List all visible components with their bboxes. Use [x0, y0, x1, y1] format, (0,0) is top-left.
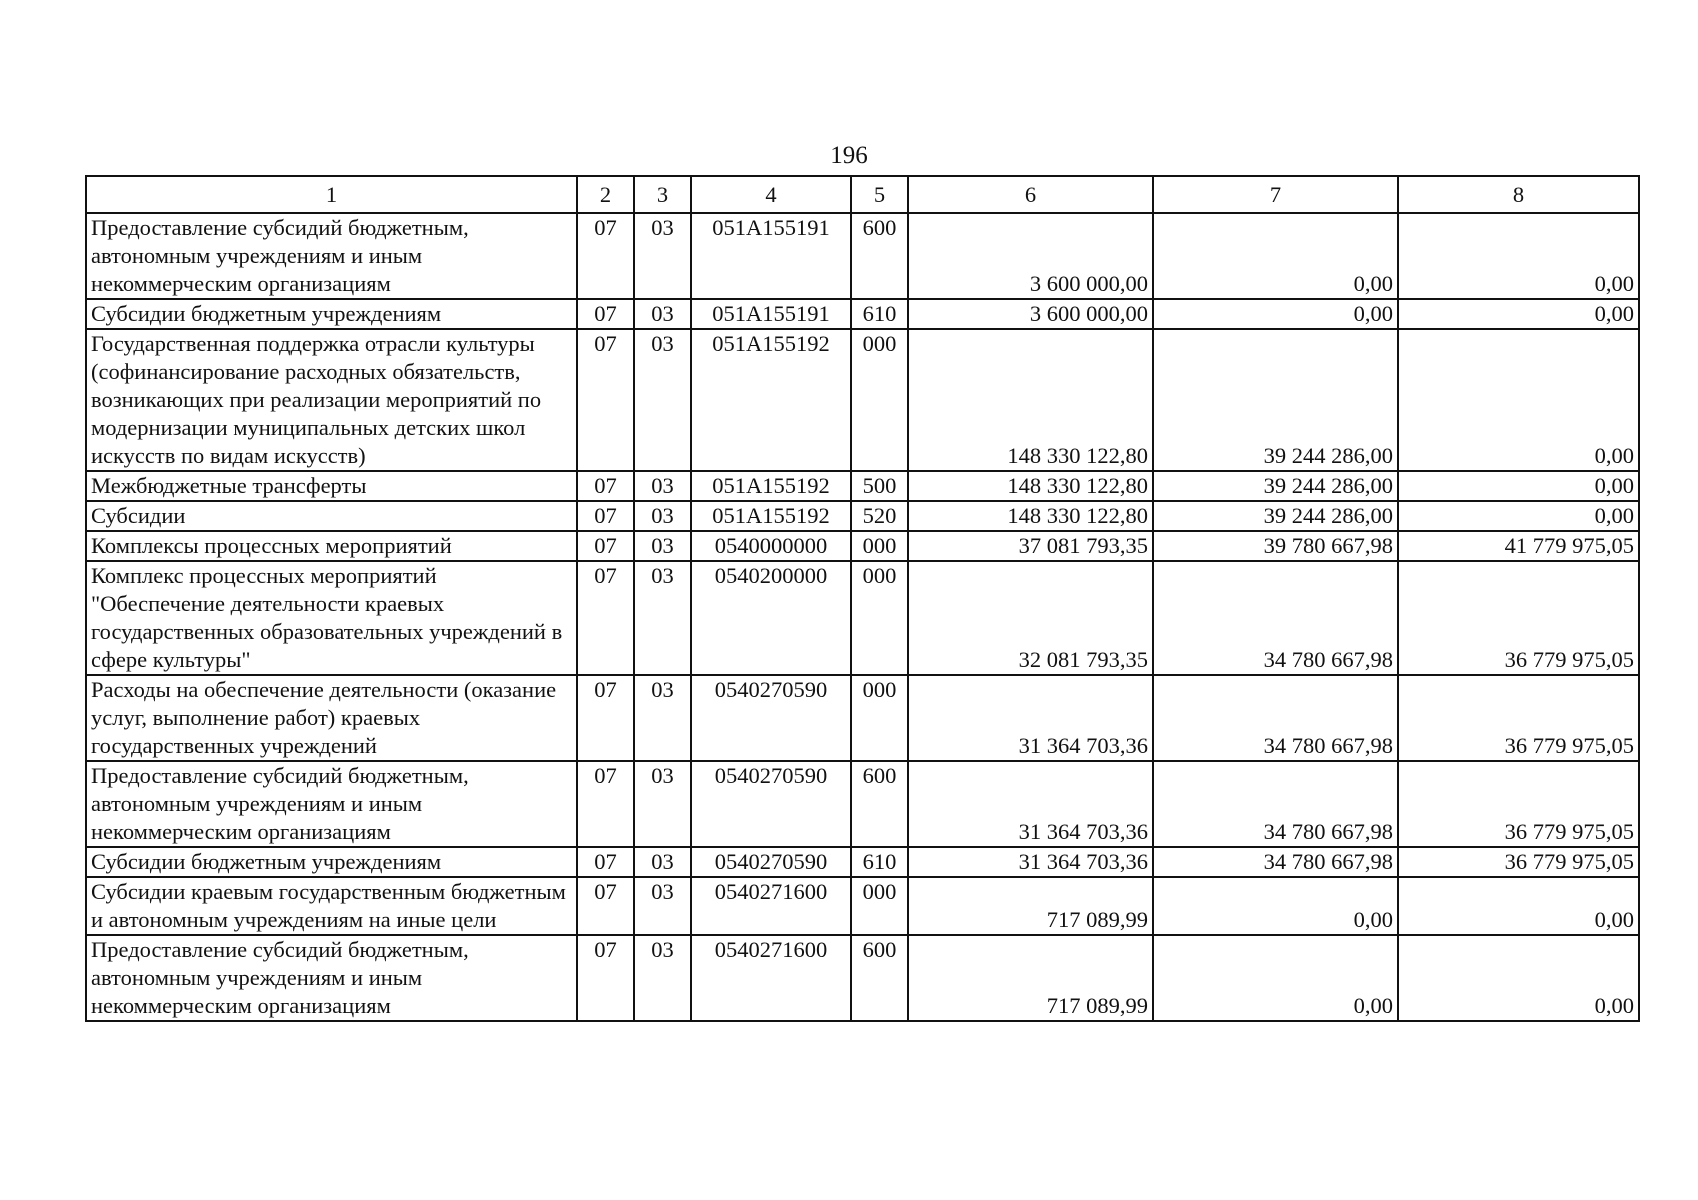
amount-col8: 41 779 975,05 [1398, 531, 1639, 561]
section-code: 07 [577, 501, 634, 531]
section-code: 07 [577, 213, 634, 299]
amount-col8: 0,00 [1398, 213, 1639, 299]
amount-col7: 0,00 [1153, 935, 1398, 1021]
row-name: Комплекс процессных мероприятий "Обеспечение деятельности краевых государственных образовательных учреждений в сфере культуры" [86, 561, 577, 675]
amount-col6: 31 364 703,36 [908, 761, 1153, 847]
amount-col7: 34 780 667,98 [1153, 561, 1398, 675]
section-code: 07 [577, 531, 634, 561]
subsection-code: 03 [634, 675, 691, 761]
column-number-row [86, 176, 1639, 213]
column-header: 2 [577, 176, 634, 213]
column-header: 5 [851, 176, 908, 213]
table-row [86, 847, 1639, 877]
row-name: Субсидии бюджетным учреждениям [86, 847, 577, 877]
subsection-code: 03 [634, 299, 691, 329]
amount-col7: 39 244 286,00 [1153, 329, 1398, 471]
row-name: Комплексы процессных мероприятий [86, 531, 577, 561]
subsection-code: 03 [634, 935, 691, 1021]
subsection-code: 03 [634, 531, 691, 561]
subsection-code: 03 [634, 877, 691, 935]
column-header: 1 [86, 176, 577, 213]
section-code: 07 [577, 561, 634, 675]
amount-col6: 148 330 122,80 [908, 471, 1153, 501]
row-name: Предоставление субсидий бюджетным, автономным учреждениям и иным некоммерческим организациям [86, 213, 577, 299]
expense-type-code: 610 [851, 299, 908, 329]
table-row [86, 299, 1639, 329]
subsection-code: 03 [634, 329, 691, 471]
amount-col6: 148 330 122,80 [908, 329, 1153, 471]
target-article-code: 0540200000 [691, 561, 851, 675]
table-row [86, 935, 1639, 1021]
amount-col6: 31 364 703,36 [908, 847, 1153, 877]
row-name: Субсидии [86, 501, 577, 531]
section-code: 07 [577, 877, 634, 935]
expense-type-code: 000 [851, 877, 908, 935]
row-name: Государственная поддержка отрасли культуры (софинансирование расходных обязательств, возникающих при реализации мероприятий по модернизации муниципальных детских школ искусств по видам искусств) [86, 329, 577, 471]
section-code: 07 [577, 847, 634, 877]
expense-type-code: 610 [851, 847, 908, 877]
page-number: 196 [830, 142, 868, 169]
table-row [86, 877, 1639, 935]
amount-col6: 3 600 000,00 [908, 299, 1153, 329]
column-header: 4 [691, 176, 851, 213]
amount-col7: 0,00 [1153, 213, 1398, 299]
amount-col8: 0,00 [1398, 877, 1639, 935]
expense-type-code: 600 [851, 761, 908, 847]
table-row [86, 675, 1639, 761]
expense-type-code: 600 [851, 213, 908, 299]
row-name: Предоставление субсидий бюджетным, автономным учреждениям и иным некоммерческим организациям [86, 935, 577, 1021]
amount-col6: 717 089,99 [908, 935, 1153, 1021]
section-code: 07 [577, 329, 634, 471]
subsection-code: 03 [634, 761, 691, 847]
amount-col7: 34 780 667,98 [1153, 675, 1398, 761]
amount-col8: 0,00 [1398, 329, 1639, 471]
row-name: Расходы на обеспечение деятельности (оказание услуг, выполнение работ) краевых государственных учреждений [86, 675, 577, 761]
table-row [86, 761, 1639, 847]
subsection-code: 03 [634, 561, 691, 675]
amount-col8: 36 779 975,05 [1398, 561, 1639, 675]
amount-col7: 39 244 286,00 [1153, 501, 1398, 531]
table-row [86, 531, 1639, 561]
amount-col8: 36 779 975,05 [1398, 675, 1639, 761]
table-row [86, 471, 1639, 501]
amount-col7: 39 244 286,00 [1153, 471, 1398, 501]
amount-col6: 148 330 122,80 [908, 501, 1153, 531]
expense-type-code: 520 [851, 501, 908, 531]
expense-type-code: 600 [851, 935, 908, 1021]
expense-type-code: 000 [851, 561, 908, 675]
section-code: 07 [577, 935, 634, 1021]
subsection-code: 03 [634, 213, 691, 299]
section-code: 07 [577, 675, 634, 761]
amount-col6: 32 081 793,35 [908, 561, 1153, 675]
amount-col8: 0,00 [1398, 471, 1639, 501]
expense-type-code: 000 [851, 531, 908, 561]
row-name: Межбюджетные трансферты [86, 471, 577, 501]
amount-col8: 0,00 [1398, 501, 1639, 531]
target-article-code: 051A155192 [691, 329, 851, 471]
target-article-code: 051A155192 [691, 471, 851, 501]
expense-type-code: 000 [851, 675, 908, 761]
column-header: 8 [1398, 176, 1639, 213]
column-header: 7 [1153, 176, 1398, 213]
target-article-code: 0540270590 [691, 847, 851, 877]
amount-col7: 39 780 667,98 [1153, 531, 1398, 561]
column-header: 3 [634, 176, 691, 213]
amount-col7: 0,00 [1153, 299, 1398, 329]
row-name: Субсидии бюджетным учреждениям [86, 299, 577, 329]
target-article-code: 051A155191 [691, 299, 851, 329]
table-row [86, 501, 1639, 531]
subsection-code: 03 [634, 501, 691, 531]
subsection-code: 03 [634, 471, 691, 501]
target-article-code: 0540271600 [691, 935, 851, 1021]
amount-col7: 34 780 667,98 [1153, 761, 1398, 847]
target-article-code: 0540270590 [691, 675, 851, 761]
subsection-code: 03 [634, 847, 691, 877]
amount-col6: 31 364 703,36 [908, 675, 1153, 761]
table-row [86, 561, 1639, 675]
section-code: 07 [577, 761, 634, 847]
target-article-code: 051A155191 [691, 213, 851, 299]
target-article-code: 051A155192 [691, 501, 851, 531]
table-row [86, 213, 1639, 299]
amount-col7: 0,00 [1153, 877, 1398, 935]
section-code: 07 [577, 471, 634, 501]
table-row [86, 329, 1639, 471]
row-name: Субсидии краевым государственным бюджетным и автономным учреждениям на иные цели [86, 877, 577, 935]
amount-col8: 36 779 975,05 [1398, 847, 1639, 877]
column-header: 6 [908, 176, 1153, 213]
target-article-code: 0540271600 [691, 877, 851, 935]
amount-col8: 36 779 975,05 [1398, 761, 1639, 847]
target-article-code: 0540000000 [691, 531, 851, 561]
amount-col6: 3 600 000,00 [908, 213, 1153, 299]
expense-type-code: 000 [851, 329, 908, 471]
amount-col6: 37 081 793,35 [908, 531, 1153, 561]
amount-col6: 717 089,99 [908, 877, 1153, 935]
amount-col7: 34 780 667,98 [1153, 847, 1398, 877]
row-name: Предоставление субсидий бюджетным, автономным учреждениям и иным некоммерческим организациям [86, 761, 577, 847]
amount-col8: 0,00 [1398, 299, 1639, 329]
target-article-code: 0540270590 [691, 761, 851, 847]
section-code: 07 [577, 299, 634, 329]
expense-type-code: 500 [851, 471, 908, 501]
budget-table [85, 175, 1640, 1022]
amount-col8: 0,00 [1398, 935, 1639, 1021]
